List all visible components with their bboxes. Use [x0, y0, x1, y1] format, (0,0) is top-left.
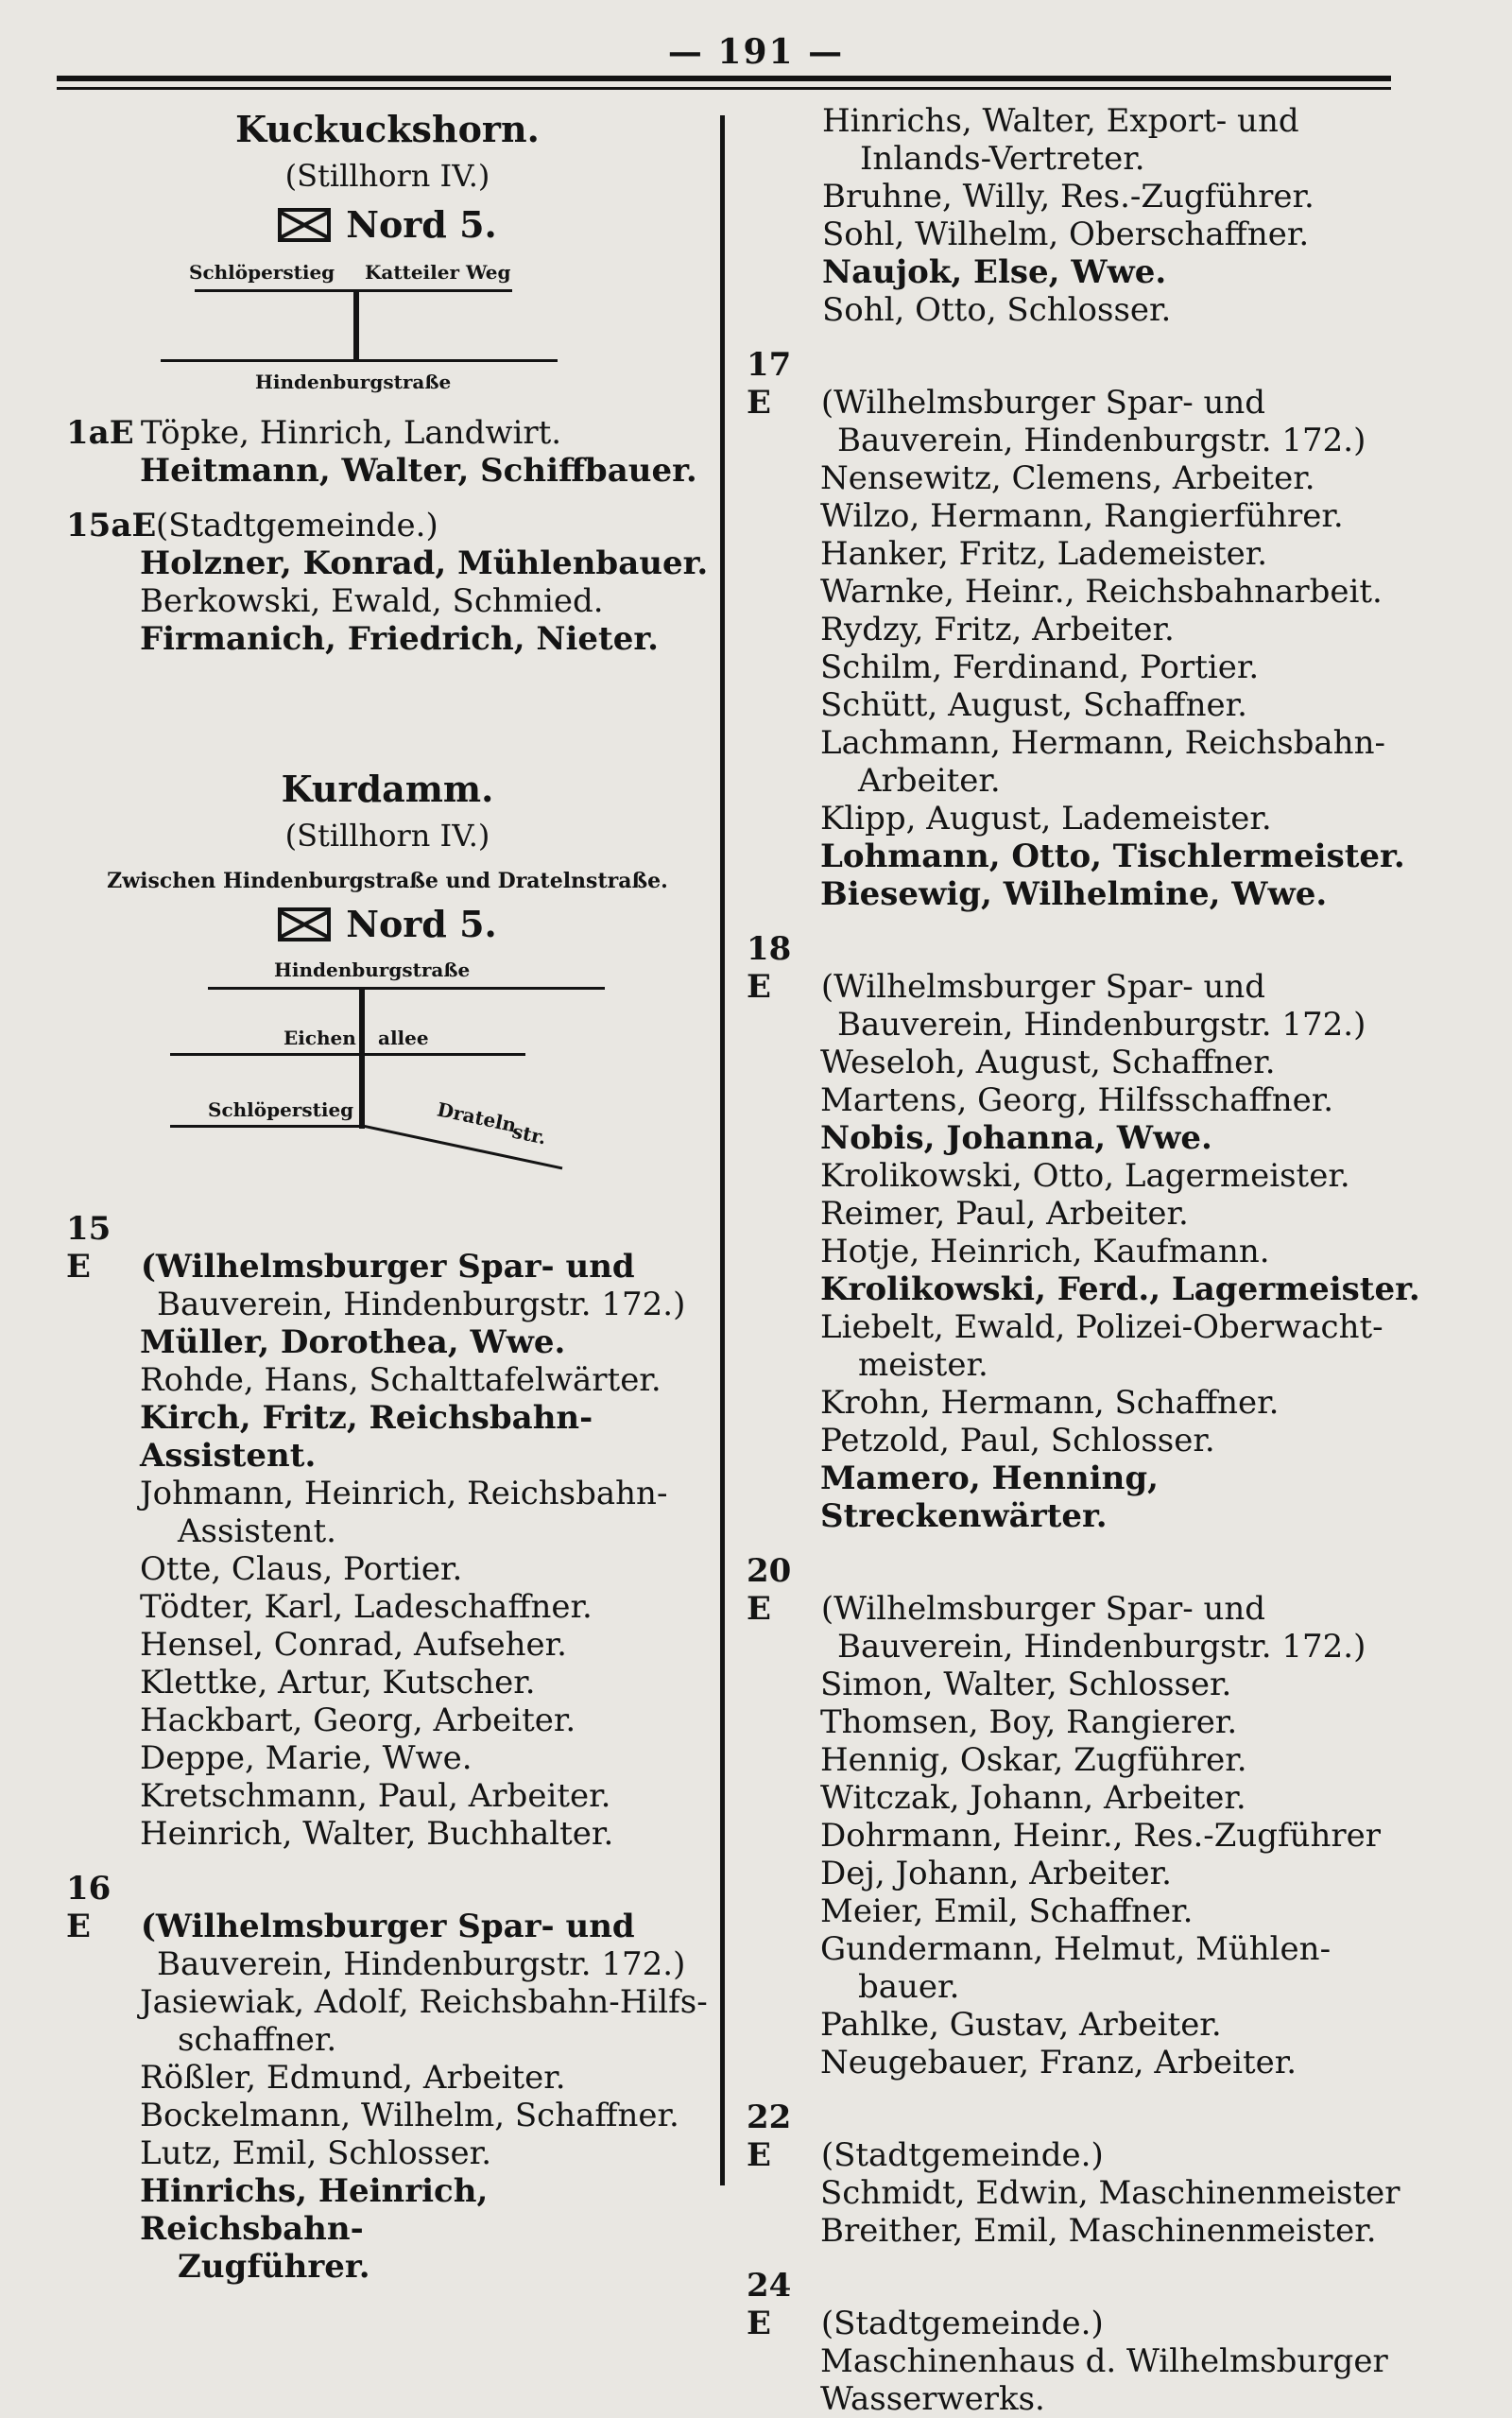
- map-line: [353, 289, 359, 359]
- resident: Krolikowski, Otto, Lagermeister.: [820, 1157, 1350, 1195]
- resident: Johmann, Heinrich, Reichsbahn-: [140, 1475, 668, 1512]
- resident: Nobis, Johanna, Wwe.: [820, 1119, 1212, 1157]
- resident: Hinrichs, Walter, Export- und: [822, 102, 1299, 140]
- resident: Petzold, Paul, Schlosser.: [820, 1422, 1215, 1459]
- house-number: 22 E: [747, 2098, 792, 2174]
- house-owner-cont: Bauverein, Hindenburgstr. 172.): [837, 1628, 1366, 1666]
- resident-cont: Arbeiter.: [858, 762, 1001, 800]
- resident: Krolikowski, Ferd., Lagermeister.: [820, 1270, 1420, 1308]
- page-number: — 191 —: [667, 32, 845, 72]
- map-label-street: Katteiler Weg: [365, 261, 511, 284]
- resident: Lohmann, Otto, Tischlermeister.: [820, 838, 1405, 875]
- map-label-street: Hindenburgstraße: [274, 959, 471, 981]
- resident: Müller, Dorothea, Wwe.: [140, 1323, 566, 1361]
- resident: Schilm, Ferdinand, Portier.: [820, 648, 1260, 686]
- house-number: 20 E: [747, 1552, 792, 1628]
- resident: Sohl, Otto, Schlosser.: [822, 291, 1172, 329]
- resident: Otte, Claus, Portier.: [140, 1550, 463, 1588]
- house-number: 17 E: [747, 346, 792, 422]
- resident: Pahlke, Gustav, Arbeiter.: [820, 2006, 1222, 2044]
- resident: Biesewig, Wilhelmine, Wwe.: [820, 875, 1328, 913]
- resident: Krohn, Hermann, Schaffner.: [820, 1384, 1280, 1422]
- house-number: 18 E: [747, 930, 792, 1006]
- post-label: Nord 5.: [346, 203, 497, 246]
- resident: Klettke, Artur, Kutscher.: [140, 1664, 536, 1701]
- resident: Hennig, Oskar, Zugführer.: [820, 1741, 1247, 1779]
- house-entry: [66, 507, 709, 544]
- post-district: [66, 903, 709, 945]
- house-entry: [66, 1870, 709, 1983]
- resident: Wasserwerks.: [820, 2380, 1045, 2418]
- resident: Kirch, Fritz, Reichsbahn-Assistent.: [140, 1399, 593, 1475]
- house-owner: (Stadtgemeinde.): [155, 507, 438, 544]
- resident: Lachmann, Hermann, Reichsbahn-: [820, 724, 1385, 762]
- resident: Rößler, Edmund, Arbeiter.: [140, 2059, 566, 2097]
- house-owner: Töpke, Hinrich, Landwirt.: [140, 414, 562, 452]
- resident: Mamero, Henning, Streckenwärter.: [820, 1459, 1159, 1535]
- right-column: [747, 102, 1436, 2418]
- resident: Witczak, Johann, Arbeiter.: [820, 1779, 1246, 1817]
- left-column: [66, 102, 709, 2286]
- resident-cont: Assistent.: [178, 1512, 336, 1550]
- envelope-icon: [278, 208, 331, 242]
- header-rule-thin: [57, 87, 1391, 90]
- resident: Reimer, Paul, Arbeiter.: [820, 1195, 1189, 1233]
- map-label-street: Hindenburgstraße: [255, 371, 452, 393]
- house-owner: (Stadtgemeinde.): [820, 2136, 1104, 2174]
- resident: Hanker, Fritz, Lademeister.: [820, 535, 1268, 573]
- resident: Hensel, Conrad, Aufseher.: [140, 1626, 567, 1664]
- map-line: [365, 1053, 525, 1056]
- house-owner: (Wilhelmsburger Spar- und: [820, 1590, 1266, 1628]
- house-number: 15 E: [66, 1210, 112, 1286]
- street-title-kurdamm: Kurdamm.: [281, 768, 494, 810]
- map-line: [208, 987, 605, 990]
- street-map-kuckuckshorn: [189, 255, 586, 397]
- house-entry: [747, 2098, 1436, 2174]
- resident: Tödter, Karl, Ladeschaffner.: [140, 1588, 593, 1626]
- column-divider: [720, 115, 725, 2185]
- resident: Lutz, Emil, Schlosser.: [140, 2134, 492, 2172]
- resident: Dej, Johann, Arbeiter.: [820, 1855, 1172, 1892]
- map-label-street: str.: [509, 1119, 549, 1149]
- resident: Berkowski, Ewald, Schmied.: [140, 582, 604, 620]
- resident: Dohrmann, Heinr., Res.-Zugführer: [820, 1817, 1382, 1855]
- resident: Kretschmann, Paul, Arbeiter.: [140, 1777, 611, 1815]
- map-line: [170, 1125, 359, 1128]
- resident-cont: schaffner.: [178, 2021, 337, 2059]
- resident: Maschinenhaus d. Wilhelmsburger: [820, 2342, 1388, 2380]
- map-label-street: Schlöperstieg: [208, 1098, 354, 1121]
- map-line: [170, 1053, 359, 1056]
- map-label-street: Drateln: [435, 1097, 519, 1137]
- house-number: 24 E: [747, 2267, 792, 2342]
- house-owner-cont: Bauverein, Hindenburgstr. 172.): [837, 1006, 1366, 1044]
- resident-cont: bauer.: [858, 1968, 960, 2006]
- map-line: [359, 987, 365, 1129]
- header-rule: [57, 76, 1391, 81]
- house-owner-cont: Bauverein, Hindenburgstr. 172.): [837, 422, 1366, 459]
- resident-cont: Inlands-Vertreter.: [860, 140, 1145, 178]
- house-owner: (Wilhelmsburger Spar- und: [820, 384, 1266, 422]
- house-number: 16 E: [66, 1870, 112, 1945]
- district: (Stillhorn IV.): [284, 158, 490, 194]
- resident: Breither, Emil, Maschinenmeister.: [820, 2212, 1377, 2250]
- house-owner: (Wilhelmsburger Spar- und: [140, 1908, 635, 1945]
- resident: Hackbart, Georg, Arbeiter.: [140, 1701, 576, 1739]
- house-owner: (Stadtgemeinde.): [820, 2305, 1104, 2342]
- post-label: Nord 5.: [346, 903, 497, 945]
- map-label-street: Schlöperstieg: [189, 261, 335, 284]
- map-label-street: Eichen: [284, 1027, 356, 1049]
- district: (Stillhorn IV.): [284, 818, 490, 854]
- resident: Naujok, Else, Wwe.: [822, 253, 1167, 291]
- resident: Klipp, August, Lademeister.: [820, 800, 1272, 838]
- resident: Schmidt, Edwin, Maschinenmeister: [820, 2174, 1400, 2212]
- street-title-kuckuckshorn: Kuckuckshorn.: [235, 108, 540, 150]
- resident: Rohde, Hans, Schalttafelwärter.: [140, 1361, 662, 1399]
- resident: Liebelt, Ewald, Polizei-Oberwacht-: [820, 1308, 1383, 1346]
- resident-cont: meister.: [858, 1346, 988, 1384]
- resident: Thomsen, Boy, Rangierer.: [820, 1703, 1238, 1741]
- resident: Gundermann, Helmut, Mühlen-: [820, 1930, 1332, 1968]
- house-owner: (Wilhelmsburger Spar- und: [820, 968, 1266, 1006]
- house-entry: [747, 346, 1436, 459]
- resident: Hotje, Heinrich, Kaufmann.: [820, 1233, 1270, 1270]
- resident: Martens, Georg, Hilfsschaffner.: [820, 1081, 1334, 1119]
- house-entry: [747, 2267, 1436, 2342]
- resident: Sohl, Wilhelm, Oberschaffner.: [822, 216, 1310, 253]
- map-label-street: allee: [378, 1027, 429, 1049]
- resident: Rydzy, Fritz, Arbeiter.: [820, 611, 1175, 648]
- house-entry: [747, 930, 1436, 1044]
- resident: Weseloh, August, Schaffner.: [820, 1044, 1276, 1081]
- resident: Jasiewiak, Adolf, Reichsbahn-Hilfs-: [140, 1983, 708, 2021]
- resident: Bockelmann, Wilhelm, Schaffner.: [140, 2097, 679, 2134]
- resident: Heitmann, Walter, Schiffbauer.: [140, 452, 697, 490]
- street-between: Zwischen Hindenburgstraße und Dratelnstraße.: [107, 869, 668, 893]
- street-map-kurdamm: [170, 955, 605, 1172]
- post-district: [66, 203, 709, 246]
- resident: Heinrich, Walter, Buchhalter.: [140, 1815, 614, 1853]
- resident: Hinrichs, Heinrich, Reichsbahn-: [140, 2172, 489, 2248]
- resident: Neugebauer, Franz, Arbeiter.: [820, 2044, 1297, 2081]
- resident: Simon, Walter, Schlosser.: [820, 1666, 1232, 1703]
- house-entry: [747, 1552, 1436, 1666]
- resident: Warnke, Heinr., Reichsbahnarbeit.: [820, 573, 1383, 611]
- resident: Nensewitz, Clemens, Arbeiter.: [820, 459, 1315, 497]
- envelope-icon: [278, 907, 331, 941]
- resident: Firmanich, Friedrich, Nieter.: [140, 620, 659, 658]
- resident: Holzner, Konrad, Mühlenbauer.: [140, 544, 709, 582]
- resident: Meier, Emil, Schaffner.: [820, 1892, 1194, 1930]
- resident: Wilzo, Hermann, Rangierführer.: [820, 497, 1344, 535]
- house-owner: (Wilhelmsburger Spar- und: [140, 1248, 635, 1286]
- resident: Deppe, Marie, Wwe.: [140, 1739, 472, 1777]
- house-owner-cont: Bauverein, Hindenburgstr. 172.): [157, 1945, 686, 1983]
- house-owner-cont: Bauverein, Hindenburgstr. 172.): [157, 1286, 686, 1323]
- resident-cont: Zugführer.: [178, 2248, 370, 2286]
- house-number: 1aE: [66, 414, 134, 452]
- house-entry: [66, 1210, 709, 1323]
- resident: Schütt, August, Schaffner.: [820, 686, 1247, 724]
- house-entry: [66, 414, 709, 452]
- house-number: 15aE: [66, 507, 157, 544]
- resident: Bruhne, Willy, Res.-Zugführer.: [822, 178, 1314, 216]
- map-line: [161, 359, 558, 362]
